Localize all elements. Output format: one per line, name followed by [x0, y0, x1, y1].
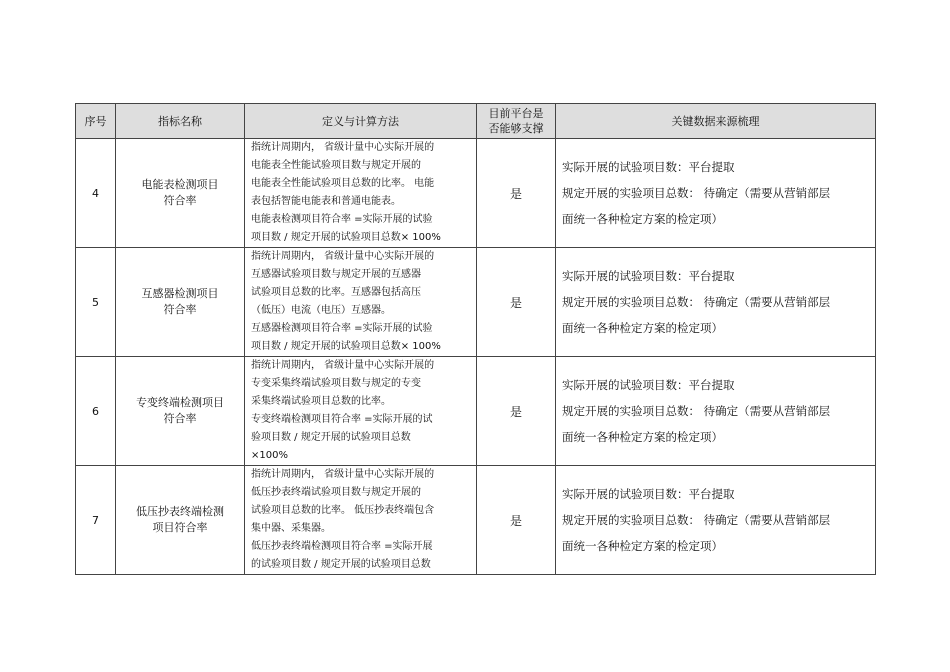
header-source: 关键数据来源梳理 [556, 104, 876, 139]
row-number: 7 [76, 466, 116, 575]
name-line: 专变终端检测项目 [136, 396, 224, 409]
definition-line: 试验项目总数的比率。 低压抄表终端包含 [251, 505, 435, 516]
definition-line: ×100% [251, 450, 288, 461]
header-support-line-2: 否能够支撑 [488, 122, 544, 135]
definition-line: 试验项目总数的比率。互感器包括高压 [251, 287, 421, 298]
source-line: 实际开展的试验项目数：平台提取 [562, 378, 735, 392]
definition-line: 电能表全性能试验项目总数的比率。 电能 [251, 178, 435, 189]
support-status: 是 [477, 466, 556, 575]
definition-line: 互感器试验项目数与规定开展的互感器 [251, 269, 421, 280]
row-number: 4 [76, 139, 116, 248]
name-line: 符合率 [163, 194, 197, 207]
source-line: 面统一各种检定方案的检定项） [562, 539, 723, 553]
definition-line: （低压）电流（电压）互感器。 [251, 305, 391, 316]
name-line: 符合率 [163, 412, 197, 425]
header-definition: 定义与计算方法 [245, 104, 477, 139]
definition-line: 低压抄表终端试验项目数与规定开展的 [251, 487, 421, 498]
definition-line: 低压抄表终端检测项目符合率 =实际开展 [251, 541, 433, 552]
header-support [477, 104, 556, 139]
row-number: 5 [76, 248, 116, 357]
definition-line: 验项目数 / 规定开展的试验项目总数 [251, 432, 411, 443]
table-row [76, 466, 876, 575]
row-number: 6 [76, 357, 116, 466]
source-line: 规定开展的实验项目总数： 待确定（需要从营销部层 [562, 295, 831, 309]
indicator-table [75, 103, 876, 575]
name-line: 电能表检测项目 [141, 178, 219, 191]
source-line: 规定开展的实验项目总数： 待确定（需要从营销部层 [562, 186, 831, 200]
header-seq: 序号 [76, 104, 116, 139]
source-line: 面统一各种检定方案的检定项） [562, 321, 723, 335]
definition-line: 的试验项目数 / 规定开展的试验项目总数 [251, 559, 431, 570]
source-line: 规定开展的实验项目总数： 待确定（需要从营销部层 [562, 513, 831, 527]
definition-line: 专变采集终端试验项目数与规定的专变 [251, 378, 421, 389]
table-row [76, 139, 876, 248]
indicator-name [116, 248, 245, 357]
header-support-line-1: 目前平台是 [488, 107, 544, 120]
header-row [76, 104, 876, 139]
indicator-name [116, 466, 245, 575]
name-line: 互感器检测项目 [141, 287, 219, 300]
definition-cell [245, 139, 477, 248]
source-line: 规定开展的实验项目总数： 待确定（需要从营销部层 [562, 404, 831, 418]
definition-line: 项目数 / 规定开展的试验项目总数× 100% [251, 341, 441, 352]
definition-line: 采集终端试验项目总数的比率。 [251, 396, 391, 407]
support-status: 是 [477, 139, 556, 248]
header-name: 指标名称 [116, 104, 245, 139]
source-line: 面统一各种检定方案的检定项） [562, 212, 723, 226]
support-status: 是 [477, 357, 556, 466]
definition-line: 电能表检测项目符合率 =实际开展的试验 [251, 214, 433, 225]
source-line: 实际开展的试验项目数：平台提取 [562, 487, 735, 501]
indicator-name [116, 357, 245, 466]
definition-line: 指统计周期内， 省级计量中心实际开展的 [251, 360, 435, 371]
name-line: 符合率 [163, 303, 197, 316]
indicator-name [116, 139, 245, 248]
definition-line: 指统计周期内， 省级计量中心实际开展的 [251, 142, 435, 153]
data-source-cell [556, 139, 876, 248]
definition-line: 集中器、采集器。 [251, 523, 331, 534]
data-source-cell [556, 248, 876, 357]
name-line: 低压抄表终端检测 [136, 505, 224, 518]
data-source-cell [556, 357, 876, 466]
definition-cell [245, 357, 477, 466]
table-row [76, 248, 876, 357]
definition-line: 电能表全性能试验项目数与规定开展的 [251, 160, 421, 171]
definition-line: 项目数 / 规定开展的试验项目总数× 100% [251, 232, 441, 243]
table-row [76, 357, 876, 466]
data-source-cell [556, 466, 876, 575]
definition-line: 指统计周期内， 省级计量中心实际开展的 [251, 469, 435, 480]
source-line: 实际开展的试验项目数：平台提取 [562, 269, 735, 283]
definition-line: 表包括智能电能表和普通电能表。 [251, 196, 401, 207]
definition-line: 互感器检测项目符合率 =实际开展的试验 [251, 323, 433, 334]
source-line: 实际开展的试验项目数：平台提取 [562, 160, 735, 174]
name-line: 项目符合率 [152, 521, 208, 534]
support-status: 是 [477, 248, 556, 357]
definition-cell [245, 248, 477, 357]
definition-line: 指统计周期内， 省级计量中心实际开展的 [251, 251, 435, 262]
source-line: 面统一各种检定方案的检定项） [562, 430, 723, 444]
definition-cell [245, 466, 477, 575]
definition-line: 专变终端检测项目符合率 =实际开展的试 [251, 414, 433, 425]
